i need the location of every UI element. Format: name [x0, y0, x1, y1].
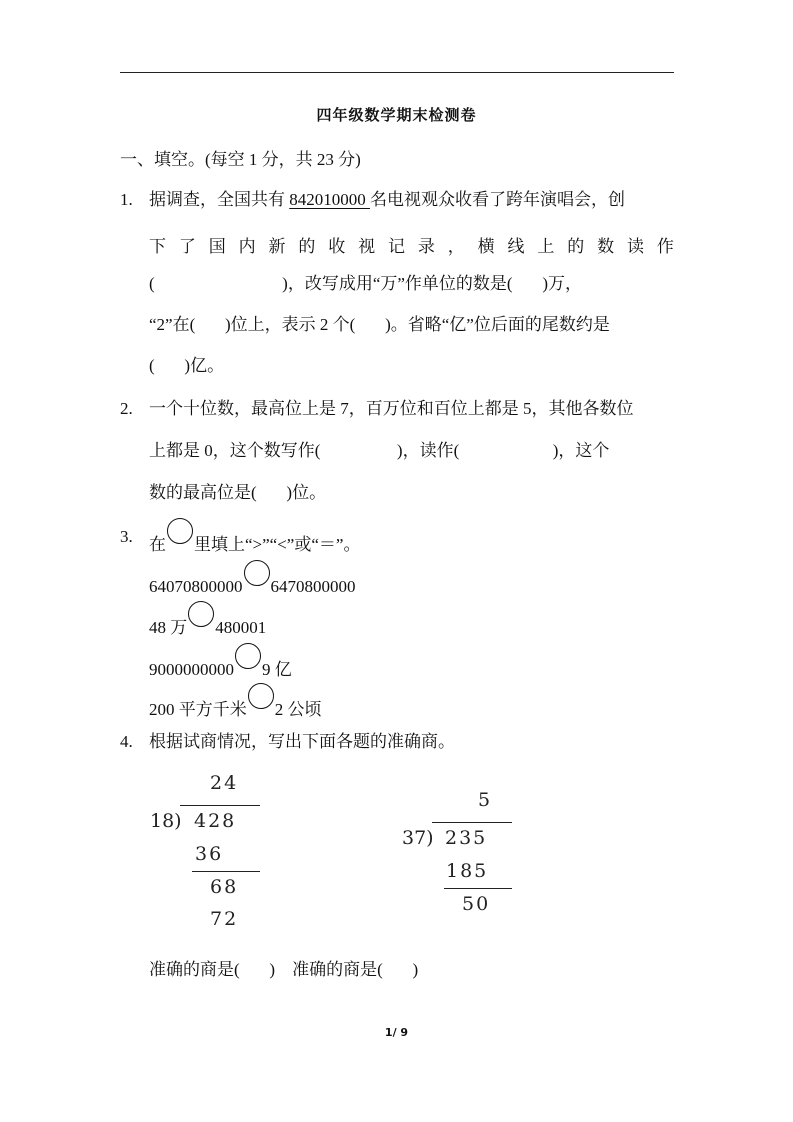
- comparison-right: 6470800000: [270, 577, 356, 596]
- q1-number: 1.: [120, 190, 133, 209]
- q1-line4: “2”在( )位上，表示 2 个( )。省略“亿”位后面的尾数约是: [149, 315, 610, 334]
- char: 线: [507, 237, 525, 256]
- q2-line3: 数的最高位是( )位。: [149, 483, 327, 502]
- comparison-row: [149, 652, 292, 680]
- comparison-right: 480001: [215, 618, 267, 637]
- char: 的: [567, 237, 585, 256]
- dividend: 428: [194, 810, 237, 832]
- char: 下: [149, 237, 166, 256]
- remainder-step: 68: [210, 876, 239, 898]
- compare-circle-input[interactable]: [235, 643, 261, 669]
- q1-line2: [149, 232, 674, 257]
- dividend: 235: [445, 827, 488, 849]
- comparison-row: [149, 569, 356, 597]
- q1-underlined-number: 842010000: [289, 190, 370, 209]
- char: 视: [358, 237, 376, 256]
- q3-intro-pre: 在: [149, 535, 166, 554]
- q4-answer-line: 准确的商是( ) 准确的商是( ): [149, 960, 419, 979]
- comparison-row: [149, 692, 322, 720]
- char: 横: [477, 237, 495, 256]
- char: 的: [298, 237, 316, 256]
- comparison-row: [149, 610, 266, 638]
- char: 记: [388, 237, 405, 256]
- char: 数: [597, 237, 615, 256]
- subtract-step: 72: [210, 908, 239, 930]
- q1-line1: [149, 190, 625, 210]
- q4-text: 根据试商情况，写出下面各题的准确商。: [149, 732, 455, 751]
- char: 读: [627, 237, 644, 256]
- q3-intro-post: 里填上“>”“<”或“＝”。: [194, 535, 361, 554]
- q2-line1: 一个十位数，最高位上是 7，百万位和百位上都是 5，其他各数位: [149, 399, 634, 418]
- char: 录: [417, 237, 435, 256]
- subtract-step: 185: [446, 860, 489, 882]
- q1-line1-pre: 据调查，全国共有: [149, 190, 290, 209]
- q4-number: 4.: [120, 732, 133, 751]
- division-bar: [432, 822, 512, 823]
- compare-circle-input[interactable]: [248, 683, 274, 709]
- comparison-left: 9000000000: [149, 660, 234, 679]
- char: 内: [238, 237, 256, 256]
- comparison-right: 2 公顷: [274, 700, 322, 719]
- q1-line3: ( )，改写成用“万”作单位的数是( )万，: [149, 274, 582, 293]
- char: 收: [328, 237, 346, 256]
- compare-circle-input[interactable]: [188, 601, 214, 627]
- division-bar: [180, 805, 260, 806]
- comparison-left: 200 平方千米: [149, 700, 247, 719]
- q3-intro: [149, 527, 360, 555]
- page-title: 四年级数学期末检测卷: [316, 106, 477, 124]
- q3-number: 3.: [120, 527, 133, 546]
- char: 国: [208, 237, 226, 256]
- char: ，: [447, 237, 465, 256]
- compare-circle-icon: [167, 518, 193, 544]
- comparison-left: 48 万: [149, 618, 188, 637]
- section-heading: 一、填空。(每空 1 分，共 23 分): [120, 150, 361, 169]
- subtract-line: [444, 888, 512, 889]
- remainder-step: 50: [462, 893, 491, 915]
- divisor: 37): [402, 827, 434, 849]
- subtract-step: 36: [195, 843, 224, 865]
- header-rule: [120, 72, 674, 73]
- subtract-line: [192, 871, 260, 872]
- compare-circle-input[interactable]: [244, 560, 270, 586]
- q2-number: 2.: [120, 399, 133, 418]
- q2-line2: 上都是 0，这个数写作( )，读作( )，这个: [149, 441, 610, 460]
- char: 新: [268, 237, 286, 256]
- quotient: 5: [478, 789, 493, 811]
- page-indicator: 1/ 9: [384, 1026, 409, 1039]
- divisor: 18): [150, 810, 182, 832]
- q1-line5: ( )亿。: [149, 356, 225, 375]
- q1-line1-post: 名电视观众收看了跨年演唱会，创: [370, 190, 625, 209]
- char: 作: [656, 237, 674, 256]
- comparison-right: 9 亿: [262, 660, 292, 679]
- comparison-left: 64070800000: [149, 577, 243, 596]
- char: 上: [537, 237, 555, 256]
- char: 了: [178, 237, 196, 256]
- quotient: 24: [210, 772, 239, 794]
